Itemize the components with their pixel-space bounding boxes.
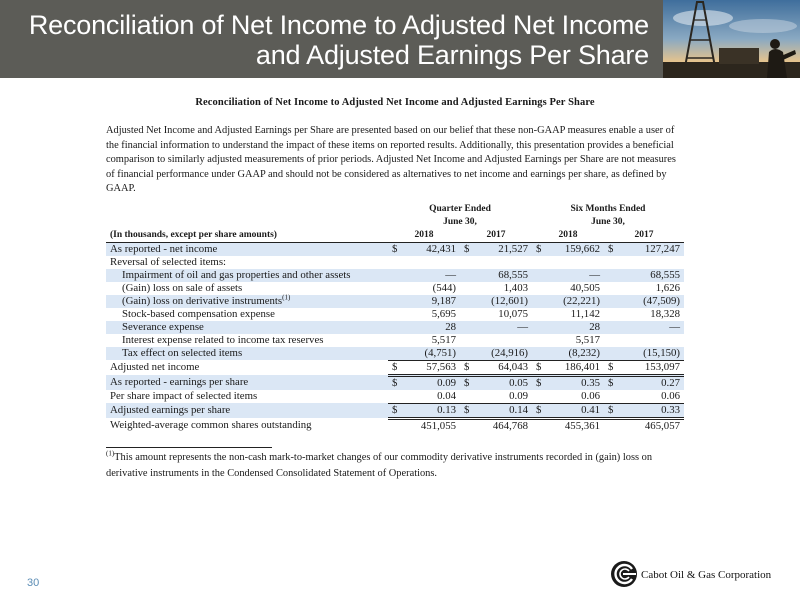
units-label: (In thousands, except per share amounts) bbox=[106, 229, 388, 243]
currency-symbol bbox=[460, 418, 474, 433]
currency-symbol: $ bbox=[604, 242, 618, 256]
table-row bbox=[106, 375, 684, 390]
currency-symbol: $ bbox=[532, 242, 546, 256]
currency-symbol bbox=[532, 418, 546, 433]
currency-symbol bbox=[388, 256, 402, 269]
row-label-text: Per share impact of selected items bbox=[110, 390, 258, 403]
row-label bbox=[106, 390, 388, 404]
table-cell: 1,403 bbox=[503, 281, 528, 294]
table-row bbox=[106, 334, 684, 347]
table-cell: 0.13 bbox=[402, 403, 460, 418]
slide-title bbox=[29, 10, 649, 70]
currency-symbol: $ bbox=[460, 360, 474, 375]
table-cell: 68,555 bbox=[618, 269, 684, 282]
currency-symbol bbox=[604, 321, 618, 334]
row-label-text: Interest expense related to income tax reserves bbox=[122, 333, 324, 346]
table-cell: — bbox=[618, 321, 684, 334]
footnote-marker: (1) bbox=[106, 449, 115, 458]
currency-symbol: $ bbox=[388, 375, 402, 390]
currency-symbol bbox=[460, 282, 474, 295]
table-cell: 464,768 bbox=[492, 419, 528, 432]
cabot-logo-icon bbox=[610, 560, 638, 588]
row-label-text: Weighted-average common shares outstanding bbox=[110, 419, 312, 432]
table-row bbox=[106, 321, 684, 334]
currency-symbol bbox=[388, 321, 402, 334]
currency-symbol bbox=[532, 282, 546, 295]
row-label-text: Stock-based compensation expense bbox=[122, 307, 275, 320]
currency-symbol: $ bbox=[460, 403, 474, 418]
table-cell: 0.09 bbox=[402, 375, 460, 390]
currency-symbol bbox=[604, 256, 618, 269]
year-header: 2017 bbox=[604, 229, 684, 243]
table-cell: (15,150) bbox=[618, 347, 684, 361]
document-page bbox=[106, 94, 684, 482]
table-cell: 5,517 bbox=[575, 333, 600, 346]
table-cell: 0.06 bbox=[618, 390, 684, 404]
table-cell: 10,075 bbox=[498, 307, 528, 320]
currency-symbol bbox=[460, 390, 474, 404]
table-cell: 68,555 bbox=[474, 269, 532, 282]
row-label bbox=[106, 242, 388, 256]
table-cell: (24,916) bbox=[474, 347, 532, 361]
table-cell: 455,361 bbox=[564, 419, 600, 432]
currency-symbol: $ bbox=[532, 375, 546, 390]
table-cell: 0.05 bbox=[474, 375, 532, 390]
row-label-text: (Gain) loss on derivative instruments bbox=[122, 294, 283, 307]
table-cell: 28 bbox=[546, 321, 604, 334]
slide-title-line-2: and Adjusted Earnings Per Share bbox=[255, 40, 649, 70]
table-cell: 159,662 bbox=[546, 242, 604, 256]
currency-symbol bbox=[532, 269, 546, 282]
currency-symbol bbox=[604, 282, 618, 295]
table-cell: 9,187 bbox=[402, 295, 460, 308]
currency-symbol bbox=[532, 390, 546, 404]
table-cell: (8,232) bbox=[546, 347, 604, 361]
row-label bbox=[106, 256, 388, 269]
row-label-text: Reversal of selected items: bbox=[110, 255, 227, 268]
row-label bbox=[106, 321, 388, 334]
currency-symbol: $ bbox=[604, 403, 618, 418]
table-cell: (4,751) bbox=[402, 347, 460, 361]
row-label bbox=[106, 375, 388, 390]
footnote bbox=[106, 450, 684, 482]
currency-symbol bbox=[604, 295, 618, 308]
row-label bbox=[106, 418, 388, 433]
table-cell bbox=[402, 256, 460, 269]
table-cell: — bbox=[546, 269, 604, 282]
table-cell: 1,626 bbox=[655, 281, 680, 294]
currency-symbol bbox=[460, 269, 474, 282]
footnote-divider bbox=[106, 447, 272, 448]
table-cell bbox=[474, 334, 532, 347]
table-cell: 465,057 bbox=[644, 419, 680, 432]
table-row bbox=[106, 308, 684, 321]
table-cell: 42,431 bbox=[402, 242, 460, 256]
row-label-text: Severance expense bbox=[122, 320, 204, 333]
row-label-text: Adjusted earnings per share bbox=[110, 404, 231, 417]
table-cell bbox=[618, 256, 684, 269]
currency-symbol bbox=[604, 334, 618, 347]
table-cell: 0.41 bbox=[546, 403, 604, 418]
table-cell: 0.14 bbox=[474, 403, 532, 418]
table-row bbox=[106, 347, 684, 361]
table-cell: 0.27 bbox=[618, 375, 684, 390]
table-cell: (544) bbox=[432, 281, 456, 294]
table-cell: — bbox=[474, 321, 532, 334]
slide-header bbox=[0, 0, 663, 78]
currency-symbol bbox=[532, 347, 546, 361]
table-row bbox=[106, 403, 684, 418]
table-cell: (47,509) bbox=[618, 295, 684, 308]
row-label-text: (Gain) loss on sale of assets bbox=[122, 281, 243, 294]
currency-symbol bbox=[604, 390, 618, 404]
currency-symbol bbox=[388, 418, 402, 433]
currency-symbol: $ bbox=[388, 242, 402, 256]
company-name: Cabot Oil & Gas Corporation bbox=[641, 569, 772, 581]
table-cell: 0.35 bbox=[546, 375, 604, 390]
currency-symbol bbox=[388, 308, 402, 321]
currency-symbol bbox=[604, 308, 618, 321]
table-cell: (12,601) bbox=[474, 295, 532, 308]
six-months-ended-header: Six Months Ended bbox=[570, 203, 646, 214]
table-row bbox=[106, 256, 684, 269]
table-cell bbox=[546, 256, 604, 269]
row-label bbox=[106, 334, 388, 347]
row-label-text: As reported - earnings per share bbox=[110, 376, 249, 389]
currency-symbol bbox=[460, 295, 474, 308]
year-header: 2018 bbox=[532, 229, 604, 243]
table-row bbox=[106, 360, 684, 375]
table-cell: 0.06 bbox=[546, 390, 604, 404]
table-cell: (22,221) bbox=[546, 295, 604, 308]
six-months-date-header: June 30, bbox=[591, 216, 625, 227]
row-label-text: Adjusted net income bbox=[110, 361, 200, 374]
quarter-ended-header: Quarter Ended bbox=[429, 203, 491, 214]
year-header: 2017 bbox=[460, 229, 532, 243]
row-label bbox=[106, 282, 388, 295]
currency-symbol: $ bbox=[460, 375, 474, 390]
table-cell: 18,328 bbox=[650, 307, 680, 320]
row-label bbox=[106, 347, 388, 361]
table-cell: 0.09 bbox=[474, 390, 532, 404]
currency-symbol bbox=[460, 256, 474, 269]
period-date-row bbox=[106, 216, 684, 229]
currency-symbol bbox=[388, 390, 402, 404]
row-label bbox=[106, 360, 388, 375]
document-title: Reconciliation of Net Income to Adjusted Net Income and Adjusted Earnings Per Share bbox=[195, 97, 595, 108]
table-row bbox=[106, 418, 684, 433]
intro-paragraph: Adjusted Net Income and Adjusted Earnings per Share are presented based on our belief that these non-GAAP measures enable a user of the financial information to understand the impact of these items on reported results. Additionally, this presentation provides a beneficial comparison to similarly adjusted measurements of prior periods. Adjusted Net Income and Adjusted Earnings per Share are not measures of financial performance under GAAP and should not be considered as alternatives to net income and earnings per share, as defined by GAAP. bbox=[106, 125, 676, 195]
period-header-row bbox=[106, 203, 684, 216]
currency-symbol bbox=[460, 308, 474, 321]
currency-symbol bbox=[460, 334, 474, 347]
currency-symbol: $ bbox=[604, 360, 618, 375]
currency-symbol bbox=[604, 418, 618, 433]
currency-symbol bbox=[388, 347, 402, 361]
row-label bbox=[106, 308, 388, 321]
page-number: 30 bbox=[27, 577, 40, 589]
table-cell: 28 bbox=[402, 321, 460, 334]
year-header: 2018 bbox=[388, 229, 460, 243]
currency-symbol: $ bbox=[388, 403, 402, 418]
currency-symbol bbox=[388, 269, 402, 282]
table-cell: — bbox=[402, 269, 460, 282]
currency-symbol: $ bbox=[532, 360, 546, 375]
drilling-rig-photo bbox=[663, 0, 800, 78]
currency-symbol bbox=[532, 295, 546, 308]
row-label-text: Impairment of oil and gas properties and other assets bbox=[122, 268, 351, 281]
table-cell: 5,695 bbox=[431, 307, 456, 320]
table-row bbox=[106, 282, 684, 295]
slide-title-line-1: Reconciliation of Net Income to Adjusted Net Income bbox=[28, 10, 649, 40]
table-body bbox=[106, 242, 684, 433]
table-cell: 11,142 bbox=[570, 307, 600, 320]
currency-symbol bbox=[460, 321, 474, 334]
table-cell: 21,527 bbox=[474, 242, 532, 256]
currency-symbol bbox=[532, 321, 546, 334]
table-cell: 186,401 bbox=[546, 360, 604, 375]
currency-symbol: $ bbox=[532, 403, 546, 418]
table-cell: 64,043 bbox=[474, 360, 532, 375]
row-label bbox=[106, 403, 388, 418]
table-cell: 40,505 bbox=[570, 281, 600, 294]
currency-symbol: $ bbox=[460, 242, 474, 256]
table-cell: 57,563 bbox=[402, 360, 460, 375]
row-label bbox=[106, 269, 388, 282]
footnote-ref: (1) bbox=[282, 293, 291, 302]
currency-symbol bbox=[532, 334, 546, 347]
currency-symbol bbox=[532, 308, 546, 321]
quarter-date-header: June 30, bbox=[443, 216, 477, 227]
currency-symbol bbox=[604, 347, 618, 361]
table-row bbox=[106, 242, 684, 256]
table-cell: 153,097 bbox=[618, 360, 684, 375]
row-label-text: Tax effect on selected items bbox=[122, 347, 243, 360]
table-cell: 0.33 bbox=[618, 403, 684, 418]
currency-symbol bbox=[604, 269, 618, 282]
table-cell: 451,055 bbox=[420, 419, 456, 432]
table-cell bbox=[474, 256, 532, 269]
table-cell bbox=[618, 334, 684, 347]
currency-symbol bbox=[388, 282, 402, 295]
year-header-row bbox=[106, 229, 684, 243]
table-row bbox=[106, 295, 684, 308]
currency-symbol: $ bbox=[388, 360, 402, 375]
table-row bbox=[106, 390, 684, 404]
currency-symbol: $ bbox=[604, 375, 618, 390]
currency-symbol bbox=[532, 256, 546, 269]
table-cell: 5,517 bbox=[431, 333, 456, 346]
row-label bbox=[106, 295, 388, 308]
currency-symbol bbox=[388, 295, 402, 308]
reconciliation-table bbox=[106, 203, 684, 433]
currency-symbol bbox=[388, 334, 402, 347]
row-label-text: As reported - net income bbox=[110, 242, 218, 255]
table-cell: 0.04 bbox=[402, 390, 460, 404]
table-cell: 127,247 bbox=[618, 242, 684, 256]
footnote-text: This amount represents the non-cash mark-to-market changes of our commodity derivative instruments recorded in (gain) loss on derivative instruments in the Condensed Consolidated Statement of Operations. bbox=[106, 451, 653, 479]
currency-symbol bbox=[460, 347, 474, 361]
table-row bbox=[106, 269, 684, 282]
